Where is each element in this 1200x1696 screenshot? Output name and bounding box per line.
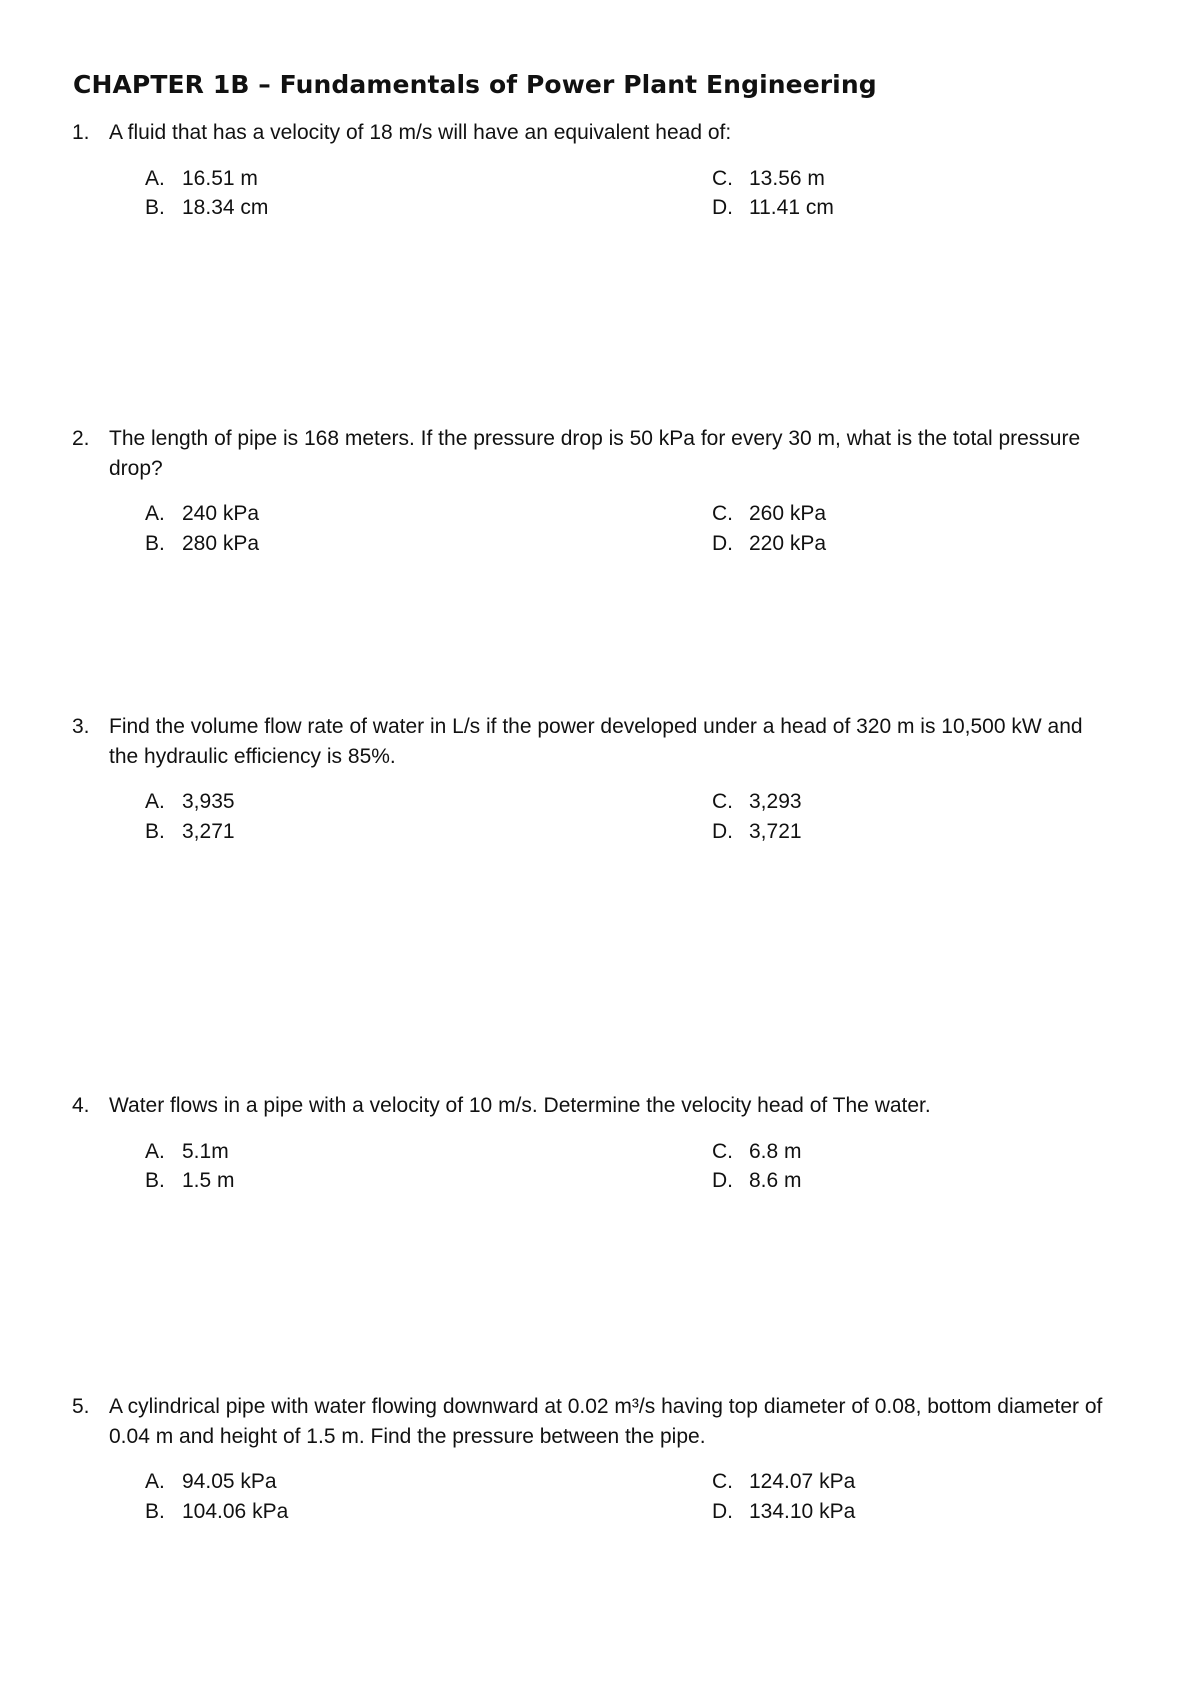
choice-letter: B. bbox=[145, 1169, 165, 1192]
choice-letter: A. bbox=[145, 1139, 165, 1163]
choice-text: 16.51 m bbox=[182, 166, 258, 190]
choice-letter: D. bbox=[712, 819, 733, 843]
choice-c bbox=[712, 787, 802, 817]
choice-b bbox=[145, 817, 235, 847]
choice-letter: D. bbox=[712, 1169, 733, 1192]
choice-letter: D. bbox=[712, 1499, 733, 1523]
choice-letter: A. bbox=[145, 790, 165, 813]
choice-text: 240 kPa bbox=[182, 502, 260, 525]
question-1 bbox=[72, 118, 1112, 224]
choice-text: 134.10 kPa bbox=[749, 1499, 856, 1523]
choice-letter: B. bbox=[145, 196, 165, 219]
choice-a bbox=[145, 1137, 229, 1167]
choice-letter: C. bbox=[712, 502, 733, 525]
choice-c bbox=[712, 1137, 802, 1167]
question-number: 4. bbox=[72, 1094, 90, 1117]
question-number: 3. bbox=[72, 715, 90, 738]
choice-text: 11.41 cm bbox=[749, 196, 834, 219]
chapter-title: CHAPTER 1B – Fundamentals of Power Plant Engineering bbox=[73, 70, 877, 99]
choice-text: 1.5 m bbox=[182, 1169, 235, 1192]
question-stem bbox=[72, 424, 1112, 483]
choice-letter: D. bbox=[712, 196, 733, 219]
choice-letter: B. bbox=[145, 1499, 165, 1523]
answer-choices bbox=[72, 1137, 1112, 1197]
answer-choices bbox=[72, 164, 1112, 224]
choice-c bbox=[712, 1467, 855, 1497]
choice-text: 13.56 m bbox=[749, 166, 825, 190]
choice-text: 6.8 m bbox=[749, 1139, 802, 1163]
choice-text: 5.1m bbox=[182, 1139, 229, 1163]
choice-text: 124.07 kPa bbox=[749, 1470, 856, 1493]
question-stem bbox=[72, 118, 1112, 148]
choice-b bbox=[145, 193, 268, 223]
choice-text: 18.34 cm bbox=[182, 196, 269, 219]
choice-text: 3,935 bbox=[182, 790, 235, 813]
choice-text: 8.6 m bbox=[749, 1169, 802, 1192]
question-3 bbox=[72, 712, 1112, 847]
question-5 bbox=[72, 1392, 1112, 1527]
choice-d bbox=[712, 817, 802, 847]
choice-a bbox=[145, 164, 258, 194]
choice-letter: A. bbox=[145, 502, 165, 525]
question-stem bbox=[72, 1091, 1112, 1121]
answer-choices bbox=[72, 499, 1112, 559]
choice-d bbox=[712, 1497, 855, 1527]
choice-b bbox=[145, 1166, 235, 1196]
choice-a bbox=[145, 1467, 277, 1497]
question-text: A fluid that has a velocity of 18 m/s will have an equivalent head of: bbox=[109, 121, 732, 144]
choice-c bbox=[712, 164, 825, 194]
question-text: The length of pipe is 168 meters. If the pressure drop is 50 kPa for every 30 m, what is the total pressure drop? bbox=[109, 427, 1081, 480]
question-stem bbox=[72, 712, 1112, 771]
answer-choices bbox=[72, 787, 1112, 847]
question-stem bbox=[72, 1392, 1112, 1451]
choice-letter: A. bbox=[145, 1470, 165, 1493]
question-number: 1. bbox=[72, 121, 90, 144]
choice-text: 220 kPa bbox=[749, 531, 827, 555]
choice-text: 3,271 bbox=[182, 819, 235, 843]
question-text: Water flows in a pipe with a velocity of 10 m/s. Determine the velocity head of The water. bbox=[109, 1094, 931, 1117]
answer-choices bbox=[72, 1467, 1112, 1527]
choice-text: 94.05 kPa bbox=[182, 1470, 277, 1493]
question-number: 5. bbox=[72, 1395, 90, 1418]
question-text: Find the volume flow rate of water in L/s if the power developed under a head of 320 m is 10,500 kW and the hydraulic efficiency is 85%. bbox=[109, 715, 1083, 768]
choice-letter: C. bbox=[712, 790, 733, 813]
choice-text: 3,293 bbox=[749, 790, 802, 813]
question-2 bbox=[72, 424, 1112, 559]
choice-text: 260 kPa bbox=[749, 502, 827, 525]
question-4 bbox=[72, 1091, 1112, 1197]
choice-text: 104.06 kPa bbox=[182, 1499, 289, 1523]
choice-d bbox=[712, 1166, 802, 1196]
choice-letter: B. bbox=[145, 819, 165, 843]
choice-text: 280 kPa bbox=[182, 531, 260, 555]
choice-a bbox=[145, 787, 235, 817]
choice-c bbox=[712, 499, 826, 529]
choice-letter: B. bbox=[145, 531, 165, 555]
choice-text: 3,721 bbox=[749, 819, 802, 843]
choice-letter: C. bbox=[712, 1139, 733, 1163]
choice-a bbox=[145, 499, 259, 529]
question-number: 2. bbox=[72, 427, 90, 450]
choice-b bbox=[145, 1497, 288, 1527]
choice-letter: D. bbox=[712, 531, 733, 555]
choice-d bbox=[712, 529, 826, 559]
choice-b bbox=[145, 529, 259, 559]
question-text: A cylindrical pipe with water flowing downward at 0.02 m³/s having top diameter of 0.08, bottom diameter of 0.04 m and height of 1.5 m. Find the pressure between the pipe. bbox=[109, 1395, 1103, 1448]
choice-d bbox=[712, 193, 834, 223]
choice-letter: C. bbox=[712, 166, 733, 190]
choice-letter: A. bbox=[145, 166, 165, 190]
choice-letter: C. bbox=[712, 1470, 733, 1493]
